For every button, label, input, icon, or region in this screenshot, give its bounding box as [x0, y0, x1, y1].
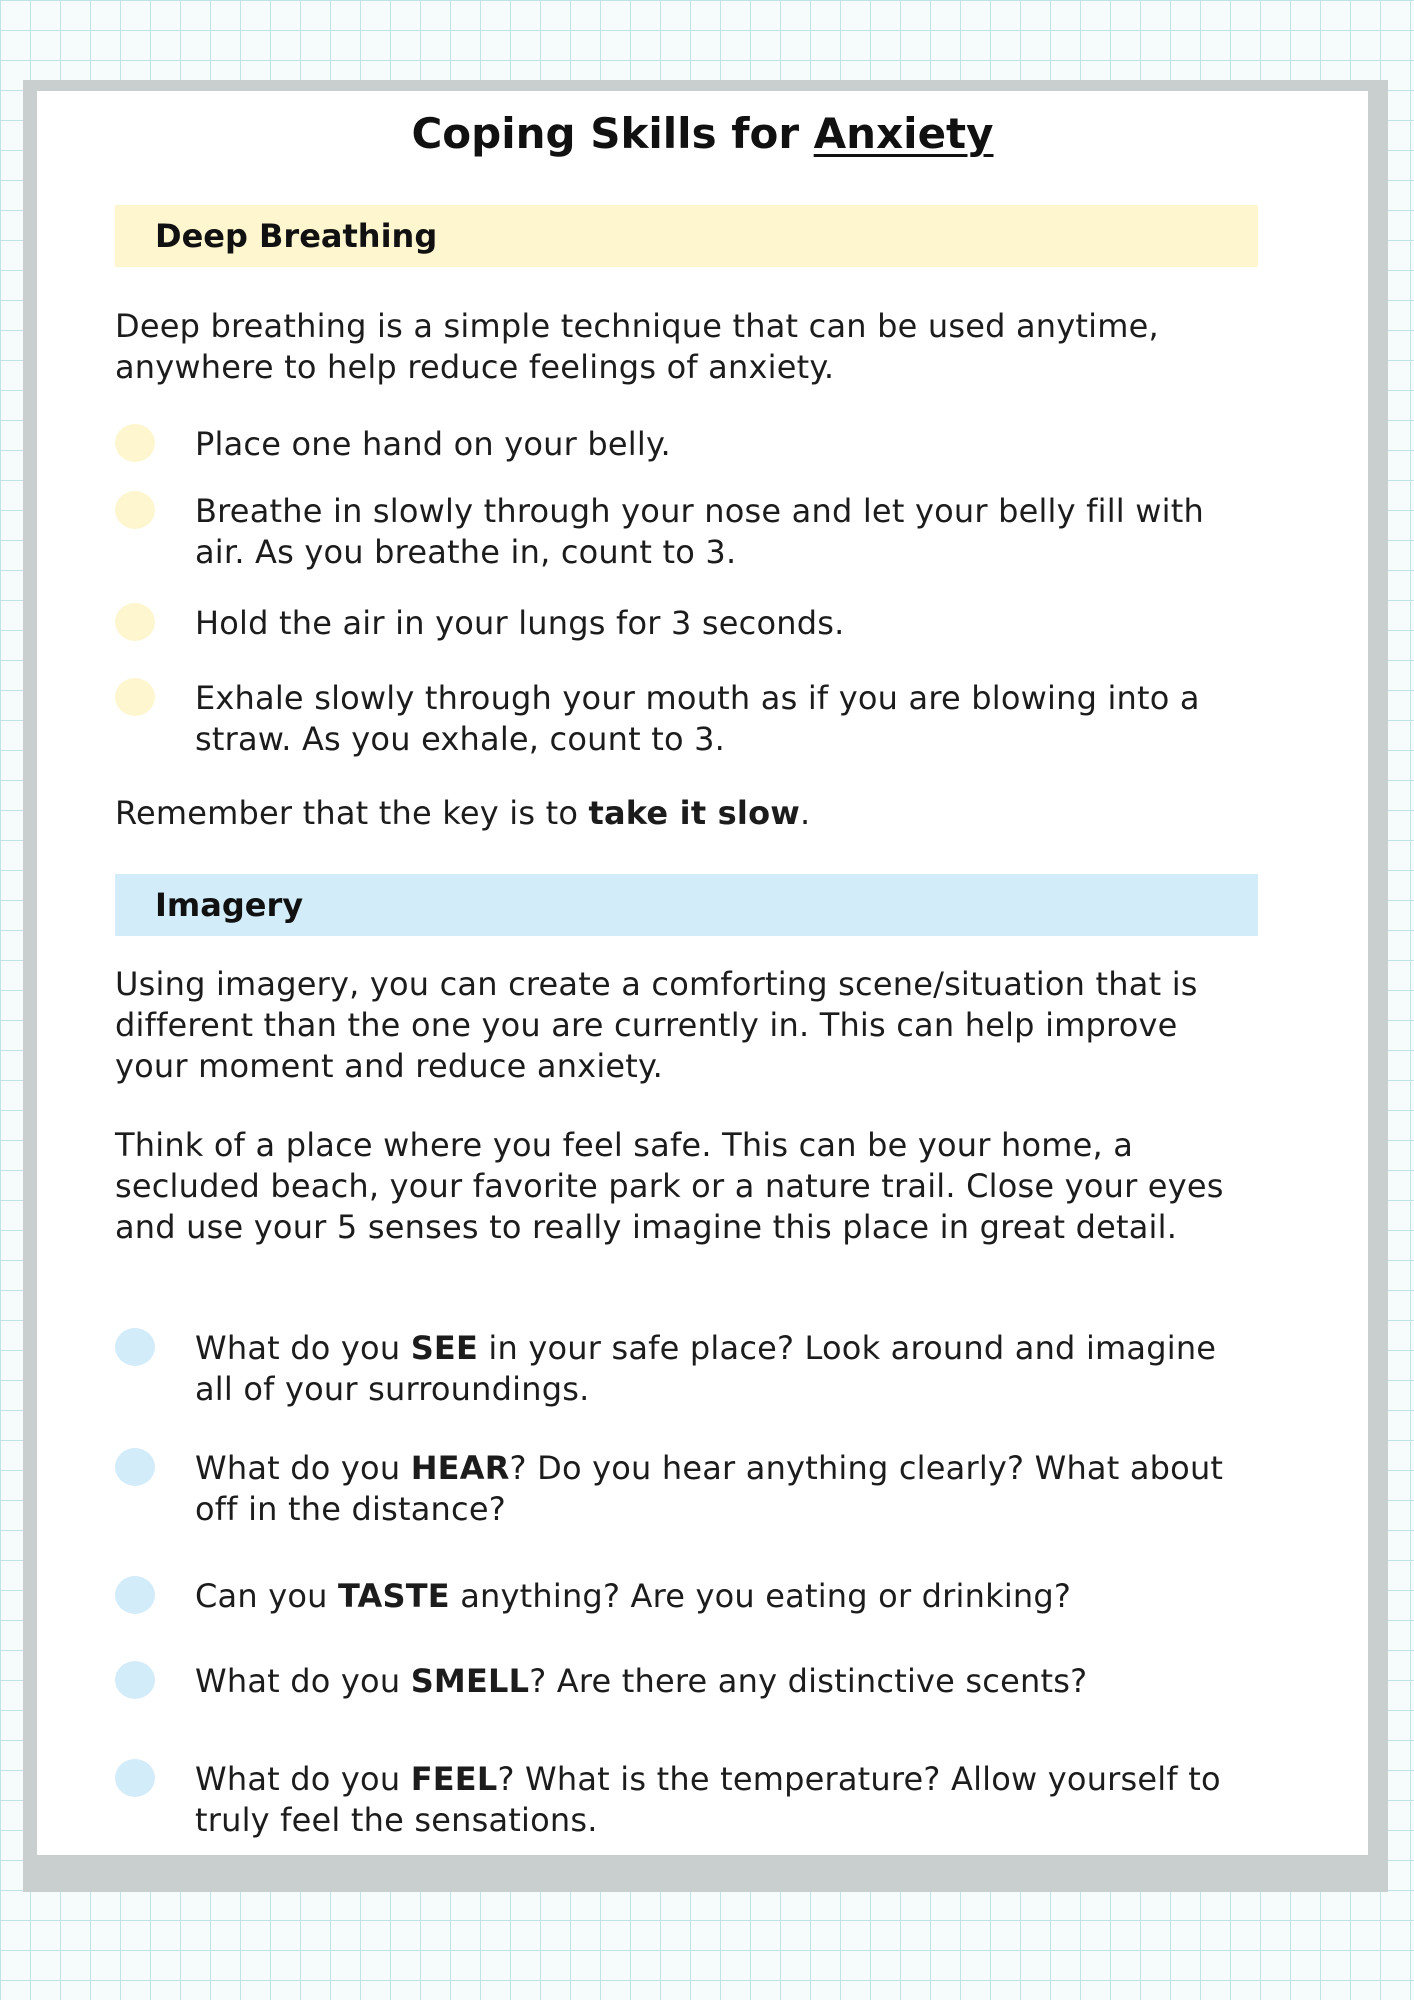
bullet-dot [115, 1661, 155, 1699]
deep-breathing-heading: Deep Breathing [115, 205, 1258, 267]
breathing-step-text: Hold the air in your lungs for 3 seconds. [195, 604, 845, 642]
bullet-dot [115, 1759, 155, 1797]
breathing-step-text: Place one hand on your belly. [195, 425, 671, 463]
breathing-step-text: Exhale slowly through your mouth as if you are blowing into a straw. As you exhale, count to 3. [195, 679, 1200, 758]
imagery-instructions: Think of a place where you feel safe. This can be your home, a secluded beach, your favorite park or a nature trail. Close your eyes and use your 5 senses to really imagine this place in great detail. [115, 1126, 1224, 1246]
deep-breathing-intro: Deep breathing is a simple technique that can be used anytime, anywhere to help reduce feelings of anxiety. [115, 307, 1159, 386]
sense-text: What do you HEAR? Do you hear anything clearly? What about off in the distance? [195, 1449, 1224, 1528]
sense-text: What do you FEEL? What is the temperature? Allow yourself to truly feel the sensations. [195, 1760, 1221, 1839]
breathing-step-text: Breathe in slowly through your nose and let your belly fill with air. As you breathe in, count to 3. [195, 492, 1204, 571]
title-prefix: Coping Skills for [411, 109, 814, 158]
imagery-intro: Using imagery, you can create a comforting scene/situation that is different than the one you are currently in. This can help improve your moment and reduce anxiety. [115, 965, 1198, 1085]
bullet-dot [115, 1576, 155, 1614]
closing-prefix: Remember that the key is to [115, 794, 589, 832]
bullet-dot [115, 678, 155, 716]
sense-text: What do you SEE in your safe place? Look around and imagine all of your surroundings. [195, 1329, 1217, 1408]
closing-emphasis: take it slow [588, 794, 801, 832]
page-title [37, 109, 1368, 158]
bullet-dot [115, 1328, 155, 1366]
bullet-dot [115, 1448, 155, 1486]
closing-suffix: . [800, 794, 811, 832]
deep-breathing-closing [115, 793, 1225, 834]
bullet-dot [115, 603, 155, 641]
worksheet [37, 91, 1368, 1855]
sense-text: What do you SMELL? Are there any distinctive scents? [195, 1662, 1088, 1700]
title-emphasis: Anxiety [813, 109, 994, 158]
imagery-heading: Imagery [115, 874, 1258, 936]
sense-text: Can you TASTE anything? Are you eating or drinking? [195, 1577, 1072, 1615]
bullet-dot [115, 424, 155, 462]
bullet-dot [115, 491, 155, 529]
